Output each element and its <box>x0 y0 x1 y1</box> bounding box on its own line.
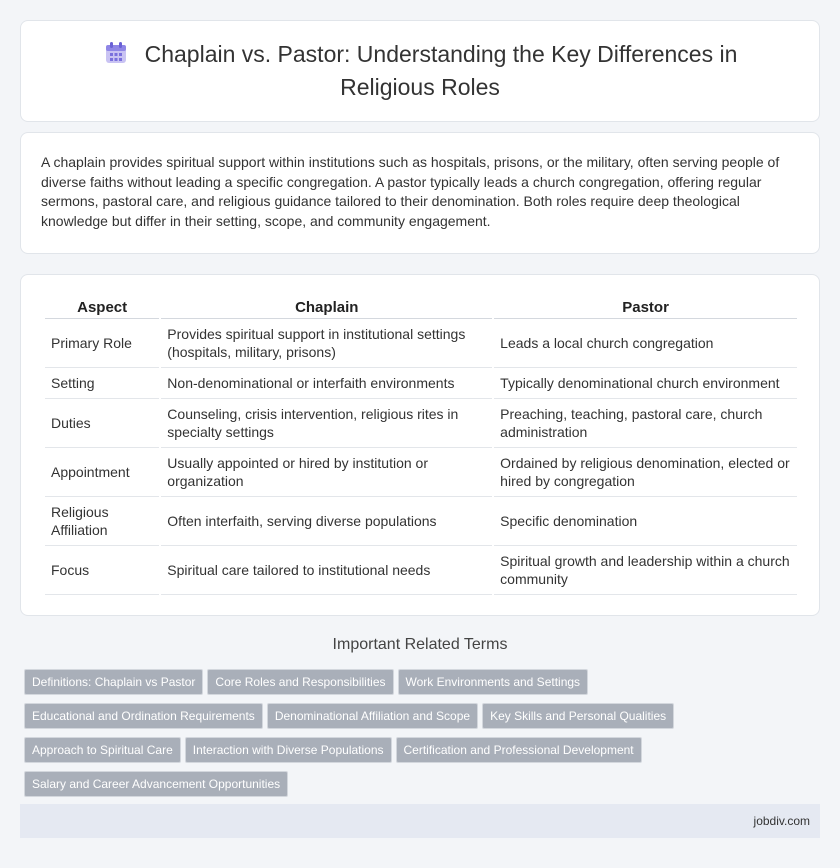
row-aspect: Primary Role <box>45 319 159 368</box>
row-chaplain: Spiritual care tailored to institutional needs <box>161 546 492 595</box>
table-row <box>45 319 797 368</box>
table-header-row <box>45 295 797 319</box>
table-row <box>45 546 797 595</box>
related-terms-list <box>24 669 824 805</box>
header-card <box>20 20 820 122</box>
row-aspect: Appointment <box>45 448 159 497</box>
related-terms-title: Important Related Terms <box>332 636 508 653</box>
row-chaplain: Often interfaith, serving diverse populations <box>161 497 492 546</box>
table-row <box>45 448 797 497</box>
page-title-text: Chaplain vs. Pastor: Understanding the Key Differences in Religious Roles <box>144 41 738 100</box>
row-aspect: Setting <box>45 368 159 399</box>
row-aspect: Focus <box>45 546 159 595</box>
footer <box>20 804 820 838</box>
table-row <box>45 399 797 448</box>
row-pastor: Typically denominational church environment <box>494 368 797 399</box>
comparison-table <box>43 295 799 595</box>
related-term-tag[interactable]: Core Roles and Responsibilities <box>207 669 393 695</box>
related-term-tag[interactable]: Interaction with Diverse Populations <box>185 737 392 763</box>
row-pastor: Specific denomination <box>494 497 797 546</box>
row-pastor: Ordained by religious denomination, elected or hired by congregation <box>494 448 797 497</box>
row-chaplain: Provides spiritual support in institutional settings (hospitals, military, prisons) <box>161 319 492 368</box>
row-pastor: Leads a local church congregation <box>494 319 797 368</box>
row-chaplain: Usually appointed or hired by institution or organization <box>161 448 492 497</box>
related-term-tag[interactable]: Educational and Ordination Requirements <box>24 703 263 729</box>
header-chaplain: Chaplain <box>161 295 492 319</box>
header-pastor: Pastor <box>494 295 797 319</box>
related-term-tag[interactable]: Denominational Affiliation and Scope <box>267 703 478 729</box>
related-term-tag[interactable]: Definitions: Chaplain vs Pastor <box>24 669 203 695</box>
related-term-tag[interactable]: Work Environments and Settings <box>398 669 589 695</box>
related-term-tag[interactable]: Salary and Career Advancement Opportunities <box>24 771 288 797</box>
related-term-tag[interactable]: Certification and Professional Development <box>396 737 642 763</box>
table-row <box>45 497 797 546</box>
comparison-card <box>20 274 820 616</box>
row-pastor: Preaching, teaching, pastoral care, church administration <box>494 399 797 448</box>
row-aspect: Duties <box>45 399 159 448</box>
footer-site-link[interactable]: jobdiv.com <box>753 814 810 828</box>
related-term-tag[interactable]: Approach to Spiritual Care <box>24 737 181 763</box>
header-aspect: Aspect <box>45 295 159 319</box>
row-chaplain: Non-denominational or interfaith environments <box>161 368 492 399</box>
intro-card <box>20 132 820 254</box>
table-row <box>45 368 797 399</box>
related-term-tag[interactable]: Key Skills and Personal Qualities <box>482 703 674 729</box>
row-chaplain: Counseling, crisis intervention, religious rites in specialty settings <box>161 399 492 448</box>
calendar-icon <box>103 40 129 73</box>
page-title <box>61 40 779 102</box>
row-aspect: Religious Affiliation <box>45 497 159 546</box>
row-pastor: Spiritual growth and leadership within a church community <box>494 546 797 595</box>
intro-paragraph: A chaplain provides spiritual support within institutions such as hospitals, prisons, or the military, often serving people of diverse faiths without leading a specific congregation. A pastor typically leads a church congregation, offering regular sermons, pastoral care, and religious guidance tailored to their denomination. Both roles require deep theological knowledge but differ in their setting, scope, and community engagement. <box>41 154 780 229</box>
